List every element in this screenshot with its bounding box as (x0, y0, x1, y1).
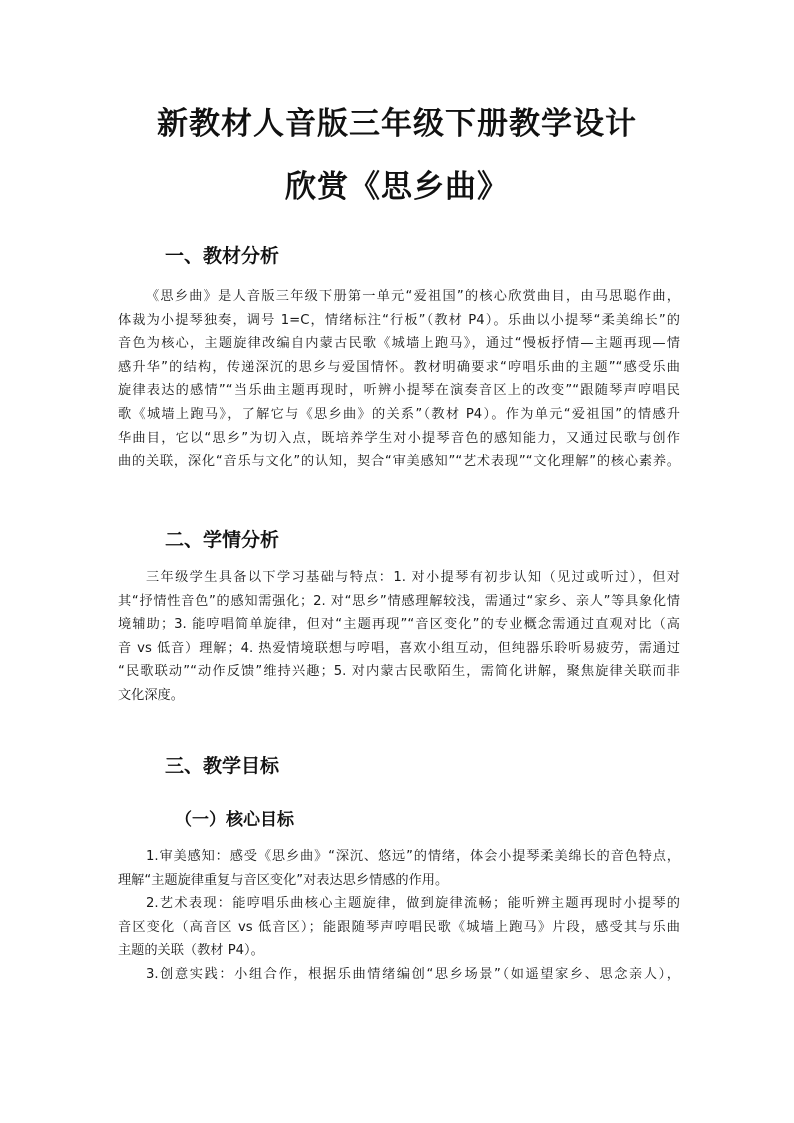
section-body-teaching-goals (118, 845, 680, 987)
document-subtitle: 欣赏《思乡曲》 (285, 169, 509, 205)
paragraph-line: 音区变化（高音区 vs 低音区）；能跟随琴声哼唱民歌《城墙上跑马》片段，感受其与乐曲 (118, 919, 680, 935)
paragraph-line: 华曲目，它以“思乡”为切入点，既培养学生对小提琴音色的感知能力，又通过民歌与创作 (118, 430, 680, 446)
paragraph-line: 理解“主题旋律重复与音区变化”对表达思乡情感的作用。 (118, 872, 449, 888)
section-body-textbook-analysis (118, 285, 680, 474)
paragraph-line: 旋律表达的感情”“当乐曲主题再现时，听辨小提琴在演奏音区上的改变”“跟随琴声哼唱民 (118, 383, 680, 399)
section-heading-student-analysis: 二、学情分析 (165, 529, 280, 551)
paragraph-line: 文化深度。 (118, 687, 184, 703)
paragraph-line: 3.创意实践：小组合作，根据乐曲情绪编创“思乡场景”（如遥望家乡、思念亲人）， (146, 966, 680, 982)
subsection-heading-core-goals: （一）核心目标 (175, 810, 294, 830)
paragraph-line: 音色为核心，主题旋律改编自内蒙古民歌《城墙上跑马》，通过“慢板抒情—主题再现—情 (118, 336, 680, 352)
paragraph-line: 曲的关联，深化“音乐与文化”的认知，契合“审美感知”“艺术表现”“文化理解”的核心素养。 (118, 454, 680, 470)
paragraph-line: 其“抒情性音色”的感知需强化；2. 对“思乡”情感理解较浅，需通过“家乡、亲人”等具象化情 (118, 593, 680, 609)
section-heading-teaching-goals: 三、教学目标 (165, 755, 280, 777)
paragraph-line: 《思乡曲》是人音版三年级下册第一单元“爱祖国”的核心欣赏曲目，由马思聪作曲， (146, 289, 680, 304)
paragraph-line: “民歌联动”“动作反馈”维持兴趣；5. 对内蒙古民歌陌生，需简化讲解，聚焦旋律关联而非 (118, 664, 680, 680)
paragraph-line: 感升华”的结构，传递深沉的思乡与爱国情怀。教材明确要求“哼唱乐曲的主题”“感受乐曲 (118, 359, 680, 375)
paragraph-line: 歌《城墙上跑马》，了解它与《思乡曲》的关系”（教材 P4）。作为单元“爱祖国”的情感升 (118, 406, 680, 422)
paragraph-line: 1.审美感知：感受《思乡曲》“深沉、悠远”的情绪，体会小提琴柔美绵长的音色特点， (146, 849, 680, 864)
document-title: 新教材人音版三年级下册教学设计 (157, 106, 637, 142)
paragraph-line: 2.艺术表现：能哼唱乐曲核心主题旋律，做到旋律流畅；能听辨主题再现时小提琴的 (146, 896, 680, 912)
section-body-student-analysis (118, 566, 680, 708)
paragraph-line: 主题的关联（教材 P4）。 (118, 943, 264, 959)
section-heading-textbook-analysis: 一、教材分析 (165, 245, 280, 267)
paragraph-line: 三年级学生具备以下学习基础与特点：1. 对小提琴有初步认知（见过或听过），但对 (146, 570, 680, 585)
paragraph-line: 境辅助；3. 能哼唱简单旋律，但对“主题再现”“音区变化”的专业概念需通过直观对比（高 (118, 617, 680, 633)
paragraph-line: 音 vs 低音）理解；4. 热爱情境联想与哼唱，喜欢小组互动，但纯器乐聆听易疲劳，需通过 (118, 640, 680, 656)
paragraph-line: 体裁为小提琴独奏，调号 1=C，情绪标注“行板”（教材 P4）。乐曲以小提琴“柔美绵长”的 (118, 312, 680, 328)
